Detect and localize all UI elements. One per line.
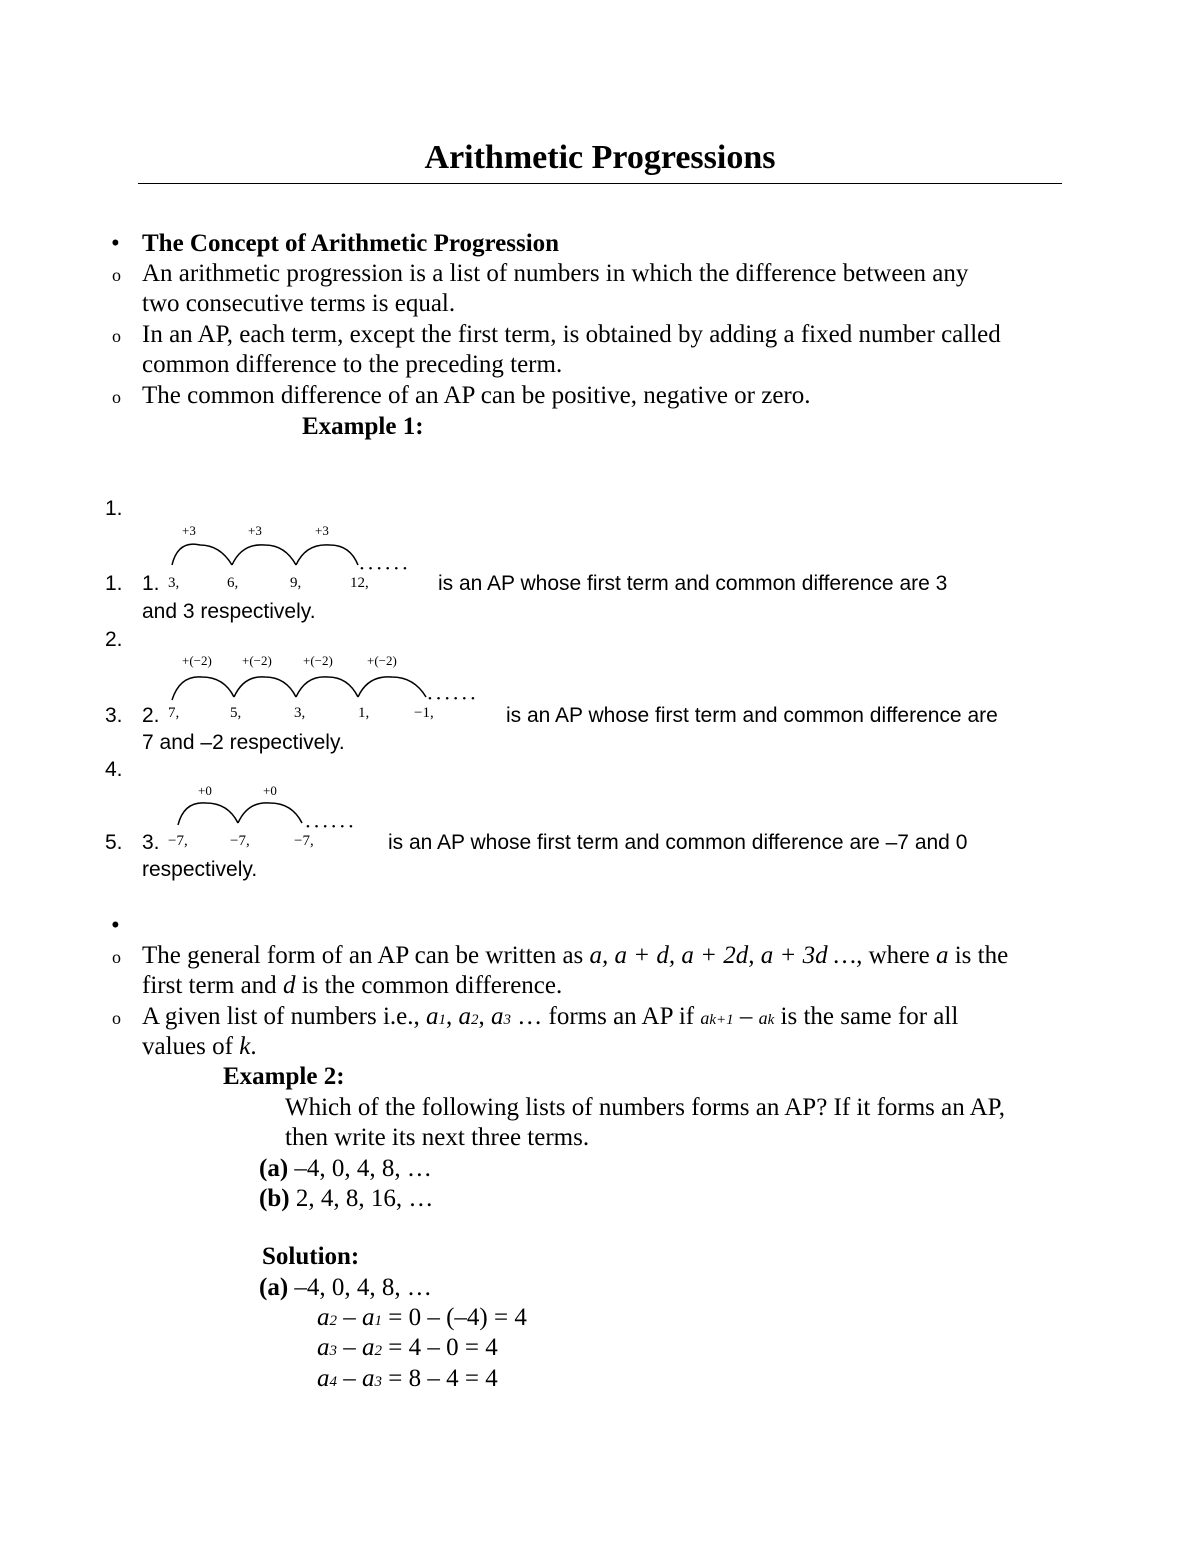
list-marker: 2.: [105, 628, 123, 651]
list-marker: 1.: [105, 572, 123, 595]
equation-rhs: = 8 – 4 = 4: [388, 1365, 498, 1392]
diff-label: +(−2): [242, 653, 272, 668]
option-seq: 2, 4, 8, 16, …: [295, 1185, 434, 1212]
subscript: 3: [329, 1343, 337, 1359]
option-label: (b): [259, 1185, 290, 1212]
ap-term: −1,: [414, 705, 434, 721]
diff-label: +(−2): [367, 653, 397, 668]
list-marker: 5.: [105, 831, 123, 854]
example-number: 1.: [142, 572, 160, 595]
option-seq: –4, 0, 4, 8, …: [294, 1155, 432, 1182]
example1-heading: Example 1:: [302, 413, 424, 440]
concept-p1-line2: two consecutive terms is equal.: [142, 290, 456, 317]
minus: –: [739, 1003, 753, 1030]
var-a: a: [317, 1334, 330, 1361]
general-form-text: The general form of an AP can be written as: [142, 942, 584, 969]
continuation-dots: • • • • • •: [306, 821, 354, 833]
continuation-dots: • • • • • •: [428, 693, 476, 705]
diff-label: +(−2): [182, 653, 212, 668]
concept-p2-line2: common difference to the preceding term.: [142, 351, 563, 378]
bullet-o: o: [112, 387, 121, 407]
subscript: 1: [438, 1012, 446, 1028]
var-a: a: [935, 942, 949, 969]
example2-question-line1: Which of the following lists of numbers forms an AP? If it forms an AP,: [285, 1094, 1006, 1121]
var-d: d: [282, 972, 296, 999]
subscript: k: [767, 1012, 775, 1028]
jump-arc: [296, 545, 358, 565]
minus: –: [343, 1365, 356, 1392]
ap-term: 9,: [290, 575, 302, 591]
bullet-o: o: [112, 326, 121, 346]
bullet-dot: •: [111, 230, 120, 257]
example2-option-a: [259, 1154, 432, 1184]
ap-term: 1,: [358, 705, 370, 721]
ap-term: 7,: [168, 705, 180, 721]
subscript: 2: [374, 1343, 382, 1359]
diff-label: +3: [315, 523, 329, 538]
equation-3: [317, 1364, 498, 1397]
general-form-isthe: is the: [954, 942, 1009, 969]
var-a: a: [758, 1008, 768, 1028]
example1-item1-text: is an AP whose first term and common difference are 3: [438, 572, 948, 595]
general-form-where: where: [868, 942, 930, 969]
title-rule: [138, 183, 1062, 184]
jump-arc: [296, 677, 358, 697]
concept-p3: The common difference of an AP can be positive, negative or zero.: [142, 382, 811, 409]
jump-arc: [234, 677, 296, 697]
solution-heading: Solution:: [262, 1243, 360, 1270]
var-a: a: [491, 1003, 504, 1030]
var-k: k: [239, 1033, 251, 1060]
diff-label: +(−2): [303, 653, 333, 668]
ap-term: −7,: [168, 833, 188, 849]
bullet-dot: •: [111, 912, 120, 939]
var-a: a: [362, 1334, 375, 1361]
ap-term: 6,: [227, 575, 239, 591]
var-a: a: [362, 1365, 375, 1392]
concept-p2-line1: In an AP, each term, except the first term, is obtained by adding a fixed number called: [142, 321, 1001, 348]
var-a: a: [458, 1003, 471, 1030]
continuation-dots: • • • • • •: [360, 563, 408, 575]
subscript: k+1: [709, 1012, 734, 1028]
minus: –: [343, 1304, 356, 1331]
comma: ,: [478, 1003, 485, 1030]
jump-arc: [172, 677, 234, 700]
example1-item2-text: is an AP whose first term and common difference are: [506, 704, 998, 727]
example2-question-line2: then write its next three terms.: [285, 1124, 590, 1151]
example2-option-b: [259, 1184, 433, 1214]
text: is the common difference.: [301, 972, 563, 999]
example1-item3-text: is an AP whose first term and common difference are –7 and 0: [388, 831, 968, 854]
option-label: (a): [259, 1155, 289, 1182]
period: .: [250, 1033, 257, 1060]
bullet-o: o: [112, 265, 121, 285]
example1-item2-text2: 7 and –2 respectively.: [142, 731, 345, 754]
jump-arc: [358, 677, 426, 697]
jump-arc: [178, 803, 238, 825]
var-a: a: [426, 1003, 439, 1030]
jump-arc: [172, 544, 232, 565]
equation-2: [317, 1333, 498, 1366]
subscript: 4: [329, 1374, 337, 1390]
text: A given list of numbers i.e.,: [142, 1003, 420, 1030]
ap-term: 3,: [168, 575, 180, 591]
subscript: 2: [471, 1012, 479, 1028]
subscript: 1: [374, 1313, 382, 1329]
bullet-o: o: [112, 947, 121, 967]
equation-rhs: = 4 – 0 = 4: [388, 1334, 498, 1361]
ap-term: −7,: [230, 833, 250, 849]
ap-diagram-2: [160, 645, 520, 730]
diff-label: +3: [182, 523, 196, 538]
ap-term: 12,: [350, 575, 369, 591]
option-label: (a): [259, 1274, 289, 1301]
example-number: 3.: [142, 831, 160, 854]
jump-arc: [238, 803, 302, 823]
text: is the same for all: [780, 1003, 959, 1030]
list-marker: 1.: [105, 497, 123, 520]
example1-item3-text2: respectively.: [142, 858, 258, 881]
equation-1: [317, 1303, 527, 1336]
var-a: a: [317, 1304, 330, 1331]
option-seq: –4, 0, 4, 8, …: [294, 1274, 432, 1301]
solution-a: [259, 1273, 432, 1303]
var-a: a: [317, 1365, 330, 1392]
ap-term: 3,: [294, 705, 306, 721]
general-form-line2: [142, 971, 562, 1001]
subscript: 3: [503, 1012, 511, 1028]
general-form-seq: a, a + d, a + 2d, a + 3d …,: [589, 942, 863, 969]
subscript: 3: [374, 1374, 382, 1390]
ap-term: −7,: [294, 833, 314, 849]
example2-heading: Example 2:: [223, 1063, 345, 1090]
ap-diagram-3: [160, 775, 400, 855]
page-title: Arithmetic Progressions: [424, 139, 776, 176]
diff-label: +0: [198, 783, 212, 798]
equation-rhs: = 0 – (–4) = 4: [388, 1304, 527, 1331]
comma: ,: [446, 1003, 453, 1030]
list-marker: 4.: [105, 758, 123, 781]
diff-label: +3: [248, 523, 262, 538]
ellipsis: …: [517, 1003, 543, 1030]
minus: –: [343, 1334, 356, 1361]
subscript: 2: [329, 1313, 337, 1329]
ap-condition-line2: [142, 1032, 257, 1062]
example-number: 2.: [142, 704, 160, 727]
concept-p1-line1: An arithmetic progression is a list of numbers in which the difference between any: [142, 260, 969, 287]
bullet-o: o: [112, 1008, 121, 1028]
text: values of: [142, 1033, 233, 1060]
concept-heading: The Concept of Arithmetic Progression: [142, 230, 560, 257]
ap-diagram-1: [160, 515, 440, 595]
text: forms an AP if: [548, 1003, 695, 1030]
example1-item1-text2: and 3 respectively.: [142, 600, 316, 623]
general-form-line1: [142, 941, 1008, 971]
var-a: a: [700, 1008, 710, 1028]
list-marker: 3.: [105, 704, 123, 727]
ap-condition-line1: [142, 1002, 958, 1035]
jump-arc: [232, 545, 296, 565]
diff-label: +0: [263, 783, 277, 798]
var-a: a: [362, 1304, 375, 1331]
text: first term and: [142, 972, 277, 999]
ap-term: 5,: [230, 705, 242, 721]
